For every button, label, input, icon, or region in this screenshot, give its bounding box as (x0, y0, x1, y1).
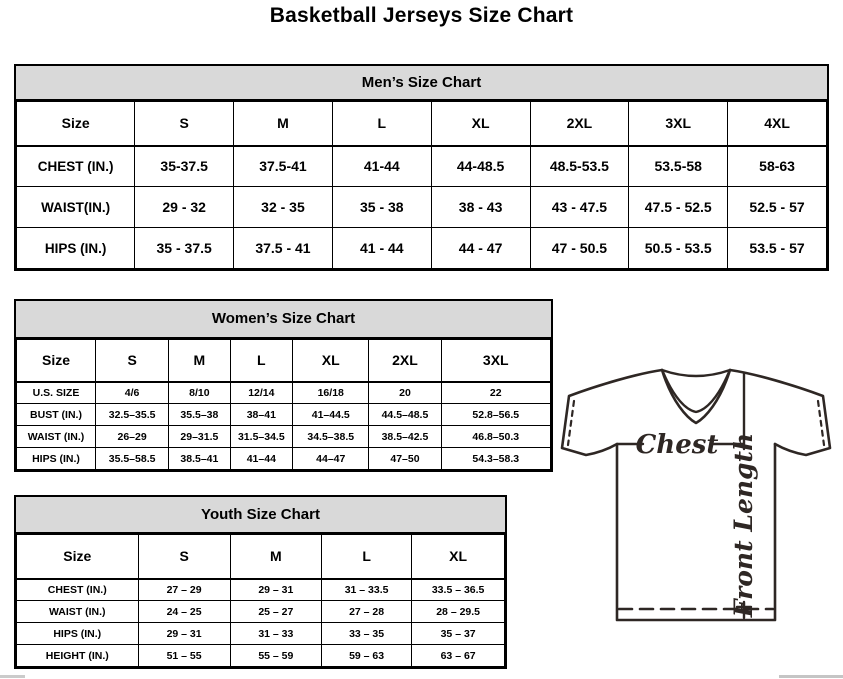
size-value-cell: 44 - 47 (431, 228, 530, 269)
size-value-cell: 32 - 35 (234, 187, 333, 228)
row-header: HIPS (IN.) (17, 448, 96, 470)
mens-size-chart (14, 64, 829, 271)
table-row (17, 228, 827, 269)
column-header-row (17, 102, 827, 146)
size-value-cell: 35 - 37.5 (135, 228, 234, 269)
front-length-label: Front Length (729, 432, 758, 618)
size-value-cell: 59 – 63 (321, 645, 411, 667)
row-header: HIPS (IN.) (17, 228, 135, 269)
row-header: HEIGHT (IN.) (17, 645, 139, 667)
table-row (17, 382, 551, 404)
column-header: 3XL (629, 102, 728, 146)
size-value-cell: 16/18 (293, 382, 369, 404)
size-value-cell: 44–47 (293, 448, 369, 470)
size-value-cell: 35.5–38 (169, 404, 230, 426)
jersey-back-collar (662, 370, 730, 376)
left-cuff-stitch-line (568, 401, 574, 445)
chest-label: Chest (635, 430, 719, 460)
size-value-cell: 29 – 31 (138, 623, 230, 645)
row-header: CHEST (IN.) (17, 146, 135, 187)
size-value-cell: 35 – 37 (412, 623, 505, 645)
size-value-cell: 24 – 25 (138, 601, 230, 623)
size-value-cell: 41–44.5 (293, 404, 369, 426)
mens-size-table (16, 101, 827, 269)
size-value-cell: 35-37.5 (135, 146, 234, 187)
column-header: M (234, 102, 333, 146)
page-title: Basketball Jerseys Size Chart (269, 4, 574, 27)
size-value-cell: 46.8–50.3 (441, 426, 551, 448)
column-header: S (135, 102, 234, 146)
size-value-cell: 27 – 29 (138, 579, 230, 601)
size-value-cell: 47.5 - 52.5 (629, 187, 728, 228)
size-value-cell: 51 – 55 (138, 645, 230, 667)
size-value-cell: 38.5–41 (169, 448, 230, 470)
size-value-cell: 53.5-58 (629, 146, 728, 187)
size-value-cell: 29 – 31 (230, 579, 321, 601)
size-value-cell: 38–41 (230, 404, 292, 426)
youth-size-table (16, 534, 505, 667)
size-value-cell: 31 – 33 (230, 623, 321, 645)
jersey-vneck-outline (662, 370, 730, 423)
table-row (17, 623, 505, 645)
column-header: L (230, 340, 292, 382)
row-header: WAIST (IN.) (17, 426, 96, 448)
size-value-cell: 25 – 27 (230, 601, 321, 623)
column-header: Size (17, 535, 139, 579)
mens-chart-title: Men’s Size Chart (16, 66, 827, 101)
size-value-cell: 20 (369, 382, 441, 404)
column-header: Size (17, 102, 135, 146)
scrollbar-fragment-right[interactable] (779, 675, 843, 678)
column-header: M (230, 535, 321, 579)
size-value-cell: 31 – 33.5 (321, 579, 411, 601)
size-value-cell: 12/14 (230, 382, 292, 404)
size-value-cell: 43 - 47.5 (530, 187, 629, 228)
table-row (17, 601, 505, 623)
column-header: L (332, 102, 431, 146)
womens-size-chart (14, 299, 553, 472)
table-row (17, 404, 551, 426)
table-row (17, 187, 827, 228)
size-value-cell: 47–50 (369, 448, 441, 470)
row-header: CHEST (IN.) (17, 579, 139, 601)
size-value-cell: 35 - 38 (332, 187, 431, 228)
size-value-cell: 44.5–48.5 (369, 404, 441, 426)
row-header: U.S. SIZE (17, 382, 96, 404)
size-value-cell: 34.5–38.5 (293, 426, 369, 448)
size-value-cell: 28 – 29.5 (412, 601, 505, 623)
column-header: 4XL (728, 102, 827, 146)
column-header: XL (293, 340, 369, 382)
column-header: 2XL (369, 340, 441, 382)
womens-chart-title: Women’s Size Chart (16, 301, 551, 339)
table-row (17, 645, 505, 667)
size-value-cell: 8/10 (169, 382, 230, 404)
size-value-cell: 52.8–56.5 (441, 404, 551, 426)
size-value-cell: 58-63 (728, 146, 827, 187)
column-header-row (17, 535, 505, 579)
jersey-measurement-diagram (556, 356, 836, 628)
size-value-cell: 22 (441, 382, 551, 404)
column-header: 2XL (530, 102, 629, 146)
size-value-cell: 52.5 - 57 (728, 187, 827, 228)
column-header: XL (431, 102, 530, 146)
size-value-cell: 31.5–34.5 (230, 426, 292, 448)
jersey-collar-inner-band (663, 372, 729, 412)
size-value-cell: 29–31.5 (169, 426, 230, 448)
table-row (17, 146, 827, 187)
size-value-cell: 41 - 44 (332, 228, 431, 269)
row-header: HIPS (IN.) (17, 623, 139, 645)
table-row (17, 448, 551, 470)
size-value-cell: 4/6 (96, 382, 169, 404)
column-header: 3XL (441, 340, 551, 382)
column-header: L (321, 535, 411, 579)
size-value-cell: 41-44 (332, 146, 431, 187)
size-value-cell: 29 - 32 (135, 187, 234, 228)
size-value-cell: 32.5–35.5 (96, 404, 169, 426)
row-header: BUST (IN.) (17, 404, 96, 426)
size-value-cell: 48.5-53.5 (530, 146, 629, 187)
size-value-cell: 47 - 50.5 (530, 228, 629, 269)
column-header: S (96, 340, 169, 382)
size-value-cell: 33.5 – 36.5 (412, 579, 505, 601)
youth-chart-title: Youth Size Chart (16, 497, 505, 534)
table-row (17, 426, 551, 448)
size-value-cell: 38 - 43 (431, 187, 530, 228)
size-value-cell: 33 – 35 (321, 623, 411, 645)
size-value-cell: 63 – 67 (412, 645, 505, 667)
size-value-cell: 44-48.5 (431, 146, 530, 187)
size-value-cell: 26–29 (96, 426, 169, 448)
size-value-cell: 55 – 59 (230, 645, 321, 667)
row-header: WAIST (IN.) (17, 601, 139, 623)
row-header: WAIST(IN.) (17, 187, 135, 228)
size-value-cell: 50.5 - 53.5 (629, 228, 728, 269)
size-value-cell: 27 – 28 (321, 601, 411, 623)
size-value-cell: 35.5–58.5 (96, 448, 169, 470)
size-value-cell: 37.5 - 41 (234, 228, 333, 269)
column-header: M (169, 340, 230, 382)
column-header-row (17, 340, 551, 382)
column-header: Size (17, 340, 96, 382)
size-value-cell: 37.5-41 (234, 146, 333, 187)
column-header: XL (412, 535, 505, 579)
size-value-cell: 54.3–58.3 (441, 448, 551, 470)
column-header: S (138, 535, 230, 579)
youth-size-chart (14, 495, 507, 669)
size-value-cell: 38.5–42.5 (369, 426, 441, 448)
size-value-cell: 41–44 (230, 448, 292, 470)
womens-size-table (16, 339, 551, 470)
scrollbar-fragment-left[interactable] (0, 675, 25, 678)
table-row (17, 579, 505, 601)
right-cuff-stitch-line (818, 401, 824, 445)
size-value-cell: 53.5 - 57 (728, 228, 827, 269)
